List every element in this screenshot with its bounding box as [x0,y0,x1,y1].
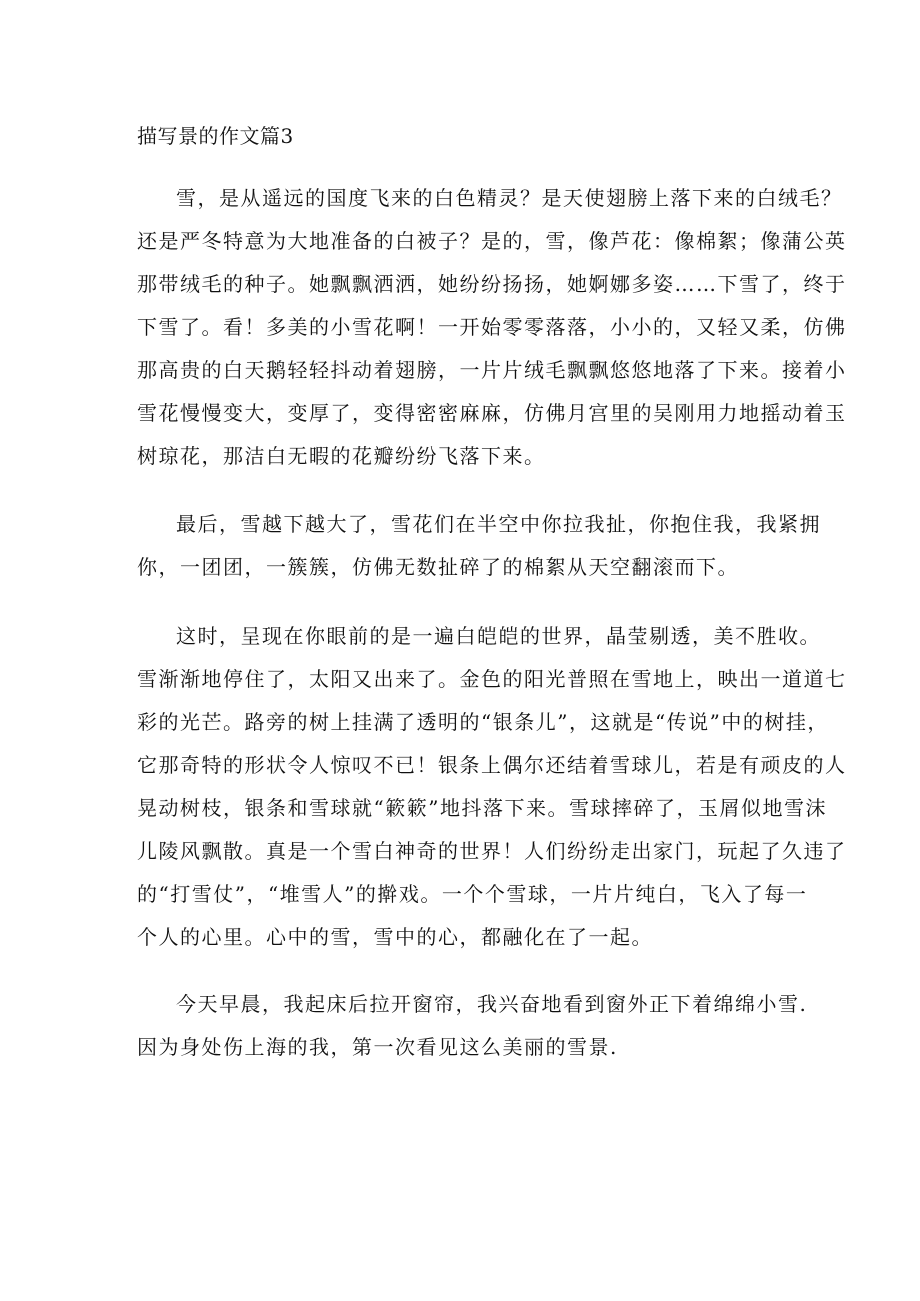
paragraph-1-line-7: 树琼花，那洁白无暇的花瓣纷纷飞落下来。 [137,444,546,468]
paragraph-1-line-3: 那带绒毛的种子。她飘飘洒洒，她纷纷扬扬，她婀娜多姿……下雪了，终于 [137,272,847,296]
paragraph-4-line-1: 今天早晨，我起床后拉开窗帘，我兴奋地看到窗外正下着绵绵小雪. [176,992,808,1016]
paragraph-3-line-8: 个人的心里。心中的雪，雪中的心，都融化在了一起。 [137,925,653,949]
paragraph-2-line-1: 最后，雪越下越大了，雪花们在半空中你拉我扯，你抱住我，我紧拥 [176,512,821,536]
paragraph-1-line-2: 还是严冬特意为大地准备的白被子？是的，雪，像芦花：像棉絮；像蒲公英 [137,229,847,253]
paragraph-1-line-1: 雪，是从遥远的国度飞来的白色精灵？是天使翅膀上落下来的白绒毛？ [176,186,843,210]
paragraph-3-line-6: 儿陵风飘散。真是一个雪白神奇的世界！人们纷纷走出家门，玩起了久违了 [137,839,847,863]
essay-title: 描写景的作文篇3 [137,124,294,148]
paragraph-3-line-1: 这时，呈现在你眼前的是一遍白皑皑的世界，晶莹剔透，美不胜收。 [176,624,821,648]
paragraph-4-line-2: 因为身处伤上海的我，第一次看见这么美丽的雪景. [137,1035,618,1059]
paragraph-3-line-3: 彩的光芒。路旁的树上挂满了透明的“银条儿”，这就是“传说”中的树挂， [137,710,829,734]
paragraph-1-line-5: 那高贵的白天鹅轻轻抖动着翅膀，一片片绒毛飘飘悠悠地落了下来。接着小 [137,358,847,382]
paragraph-3-line-5: 晃动树枝，银条和雪球就“簌簌”地抖落下来。雪球摔碎了，玉屑似地雪沫 [137,796,827,820]
paragraph-3-line-4: 它那奇特的形状令人惊叹不已！银条上偶尔还结着雪球儿，若是有顽皮的人 [137,753,847,777]
paragraph-3-line-2: 雪渐渐地停住了，太阳又出来了。金色的阳光普照在雪地上，映出一道道七 [137,667,847,691]
paragraph-1-line-6: 雪花慢慢变大，变厚了，变得密密麻麻，仿佛月宫里的吴刚用力地摇动着玉 [137,401,847,425]
paragraph-3-line-7: 的“打雪仗”，“堆雪人”的擀戏。一个个雪球，一片片纯白，飞入了每一 [137,882,808,906]
paragraph-1-line-4: 下雪了。看！多美的小雪花啊！一开始零零落落，小小的，又轻又柔，仿佛 [137,315,847,339]
paragraph-2-line-2: 你，一团团，一簇簇，仿佛无数扯碎了的棉絮从天空翻滚而下。 [137,555,739,579]
